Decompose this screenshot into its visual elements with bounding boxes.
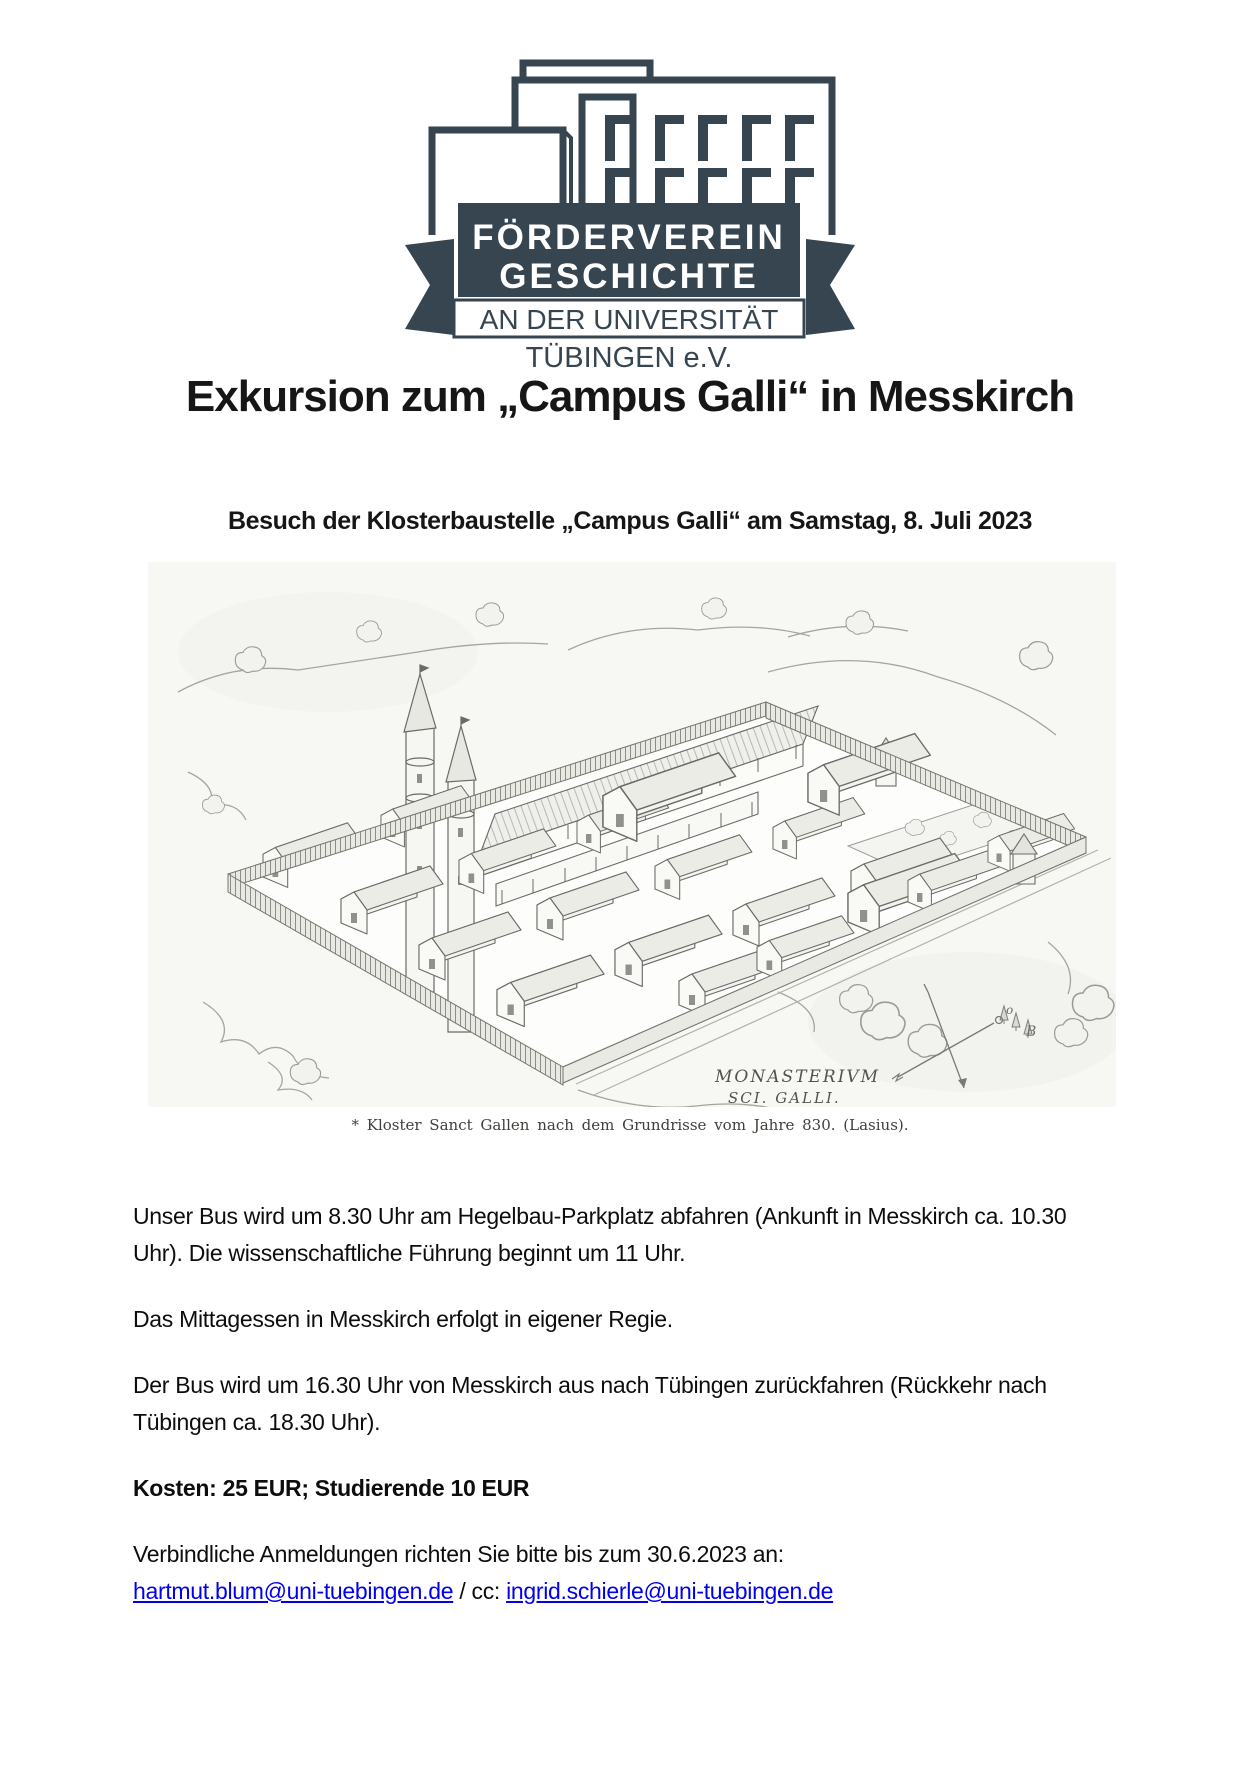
email-link-ingrid-schierle[interactable]: ingrid.schierle@uni-tuebingen.de [506, 1578, 834, 1604]
body-text [133, 1198, 1138, 1610]
email-link-hartmut-blum[interactable]: hartmut.blum@uni-tuebingen.de [133, 1578, 454, 1604]
paragraph-bus-return-line1: Der Bus wird um 16.30 Uhr von Messkirch aus nach Tübingen zurückfahren (Rückkehr nach [133, 1372, 1047, 1398]
compass-mark-east: o [1006, 1003, 1014, 1017]
logo-banner-line2: GESCHICHTE [499, 257, 759, 296]
paragraph-bus-departure-line2: Uhr). Die wissenschaftliche Führung beginnt um 11 Uhr. [133, 1240, 686, 1266]
logo-subline2: TÜBINGEN e.V. [525, 342, 733, 374]
compass-mark-b: B [1026, 1024, 1037, 1040]
page-title: Exkursion zum „Campus Galli“ in Messkirch [185, 372, 1075, 421]
paragraph-lunch: Das Mittagessen in Messkirch erfolgt in eigener Regie. [133, 1306, 673, 1332]
paragraph-bus-departure [133, 1198, 1138, 1272]
figure-caption: * Kloster Sanct Gallen nach dem Grundrisse vom Jahre 830. (Lasius). [351, 1116, 909, 1134]
engraving-label-line2: SCI. GALLI. [728, 1089, 841, 1107]
paragraph-bus-departure-line1: Unser Bus wird um 8.30 Uhr am Hegelbau-Parkplatz abfahren (Ankunft in Messkirch ca. 10.30 [133, 1203, 1067, 1229]
page-subtitle: Besuch der Klosterbaustelle „Campus Galli“ am Samstag, 8. Juli 2023 [227, 507, 1033, 535]
engraving-label-line1: MONASTERIVM [715, 1067, 881, 1087]
paragraph-bus-return [133, 1367, 1138, 1441]
email-separator: / cc: [453, 1578, 507, 1604]
logo-banner-line1: FÖRDERVEREIN [472, 218, 786, 257]
registration-block [133, 1536, 1138, 1610]
registration-intro: Verbindliche Anmeldungen richten Sie bitte bis zum 30.6.2023 an: [133, 1541, 784, 1567]
monastery-engraving [148, 562, 1116, 1107]
foerderverein-logo [390, 45, 870, 375]
paragraph-bus-return-line2: Tübingen ca. 18.30 Uhr). [133, 1409, 381, 1435]
costs-line: Kosten: 25 EUR; Studierende 10 EUR [133, 1475, 530, 1501]
logo-subline1: AN DER UNIVERSITÄT [479, 304, 779, 335]
